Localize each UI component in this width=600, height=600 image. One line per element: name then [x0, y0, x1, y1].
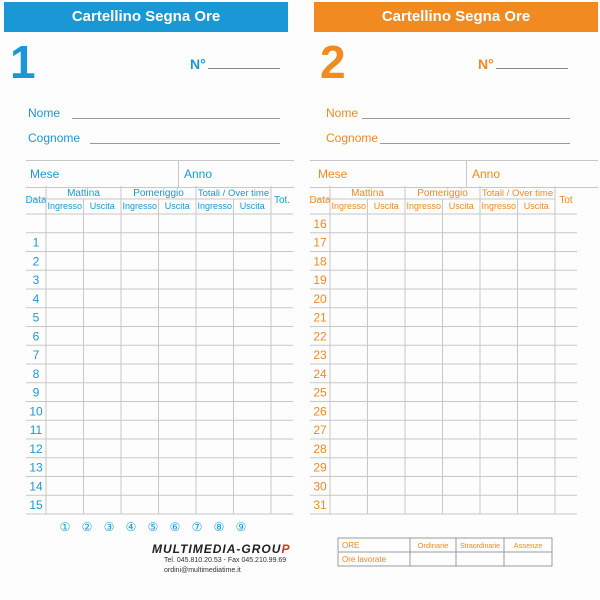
day-number: 6 [32, 329, 40, 344]
day-number: 3 [32, 273, 40, 287]
header-mattina: Mattina [67, 188, 100, 199]
header-uscita: Uscita [448, 201, 474, 211]
header-uscita: Uscita [373, 201, 399, 211]
day-number: 14 [29, 479, 43, 494]
circle-digit: ⑧ [213, 520, 225, 534]
card-title: Cartellino Segna Ore [4, 2, 288, 32]
circle-numbers [54, 520, 252, 534]
day-number: 26 [313, 404, 327, 419]
header-uscita: Uscita [164, 201, 190, 211]
contact-phone: Tel. 045.810.20.53 - Fax 045.210.99.69 [164, 557, 287, 564]
hours-summary-table [338, 538, 552, 566]
circle-digit: ⑥ [169, 520, 181, 534]
card-number: 1 [10, 36, 36, 88]
contact-info [164, 556, 286, 576]
circle-digit: ① [59, 520, 71, 534]
day-number: 18 [313, 254, 327, 269]
day-number: 30 [313, 479, 327, 494]
cognome-label: Cognome [326, 131, 379, 145]
day-number: 22 [313, 329, 327, 344]
mese-anno-row [26, 160, 294, 188]
summary-ore: ORE [342, 541, 360, 550]
cognome-field[interactable] [90, 143, 280, 144]
day-number: 27 [313, 423, 327, 437]
header-totali: Totali / Over time [481, 188, 554, 199]
circle-digit: ⑦ [191, 520, 203, 534]
header-ingresso: Ingresso [47, 201, 83, 211]
day-number: 23 [313, 348, 327, 362]
day-number: 31 [313, 498, 327, 512]
summary-ordinarie: Ordinarie [417, 541, 449, 550]
day-number: 11 [29, 423, 43, 437]
summary-assenze: Assenze [513, 541, 543, 550]
timesheet-grid [310, 186, 598, 516]
day-number: 19 [313, 273, 327, 287]
mese-label: Mese [30, 167, 60, 181]
header-ingresso: Ingresso [197, 201, 233, 211]
day-number: 28 [313, 441, 327, 456]
number-label: N° [478, 56, 494, 72]
cognome-label: Cognome [28, 131, 81, 145]
header-mattina: Mattina [351, 188, 384, 199]
day-number: 8 [32, 366, 40, 381]
number-field[interactable] [496, 68, 568, 69]
timesheet-grid [26, 186, 294, 516]
header-totali: Totali / Over time [197, 188, 270, 199]
circle-digit: ② [81, 520, 93, 534]
circle-digit: ⑤ [147, 520, 159, 534]
header-ingresso: Ingresso [406, 201, 442, 211]
anno-label: Anno [184, 167, 213, 181]
day-number: 10 [29, 404, 43, 419]
day-number: 15 [29, 498, 43, 512]
logo-text: MULTIMEDIA-GROU [152, 542, 282, 556]
card-number: 2 [320, 36, 346, 88]
divider [466, 161, 467, 187]
number-field[interactable] [208, 68, 280, 69]
mese-label: Mese [318, 167, 348, 181]
timecard-2 [310, 0, 598, 600]
company-logo [152, 542, 290, 556]
header-ingresso: Ingresso [331, 201, 367, 211]
day-number: 2 [32, 254, 40, 269]
header-uscita: Uscita [523, 201, 549, 211]
mese-anno-row [310, 160, 598, 188]
day-number: 29 [313, 460, 327, 475]
day-number: 1 [32, 235, 40, 250]
anno-label: Anno [472, 167, 501, 181]
day-number: 7 [32, 348, 40, 362]
day-number: 20 [313, 291, 327, 306]
cognome-field[interactable] [380, 143, 570, 144]
nome-field[interactable] [362, 118, 570, 119]
contact-email: ordini@multimediatime.it [164, 567, 241, 574]
day-number: 25 [313, 385, 327, 400]
day-number: 4 [32, 291, 40, 306]
circle-digit: ⑨ [235, 520, 247, 534]
timecard-1 [0, 0, 291, 600]
circle-digit: ③ [103, 520, 115, 534]
day-number: 12 [29, 441, 43, 456]
nome-field[interactable] [72, 118, 280, 119]
nome-label: Nome [326, 106, 359, 120]
card-title: Cartellino Segna Ore [314, 2, 598, 32]
day-number: 13 [29, 460, 43, 475]
day-number: 16 [313, 216, 327, 231]
header-ingresso: Ingresso [122, 201, 158, 211]
header-tot: Tot. [273, 195, 291, 206]
divider [178, 161, 179, 187]
header-pomeriggio: Pomeriggio [417, 188, 468, 199]
day-number: 21 [313, 310, 327, 325]
circle-digit: ④ [125, 520, 137, 534]
summary-grid [338, 538, 552, 566]
header-uscita: Uscita [89, 201, 115, 211]
day-number: 24 [313, 366, 327, 381]
day-number: 9 [32, 385, 40, 400]
header-tot: Tot [559, 195, 573, 206]
summary-straordinarie: Straordinarie [459, 543, 501, 550]
day-number: 17 [313, 235, 327, 250]
logo-text-end: P [281, 542, 291, 556]
nome-label: Nome [28, 106, 61, 120]
header-data: Data [25, 195, 47, 206]
number-label: N° [190, 56, 206, 72]
header-ingresso: Ingresso [481, 201, 517, 211]
header-uscita: Uscita [239, 201, 265, 211]
day-number: 5 [32, 310, 40, 325]
header-pomeriggio: Pomeriggio [133, 188, 184, 199]
summary-ore-lavorate: Ore lavorate [342, 555, 387, 564]
header-data: Data [309, 195, 331, 206]
